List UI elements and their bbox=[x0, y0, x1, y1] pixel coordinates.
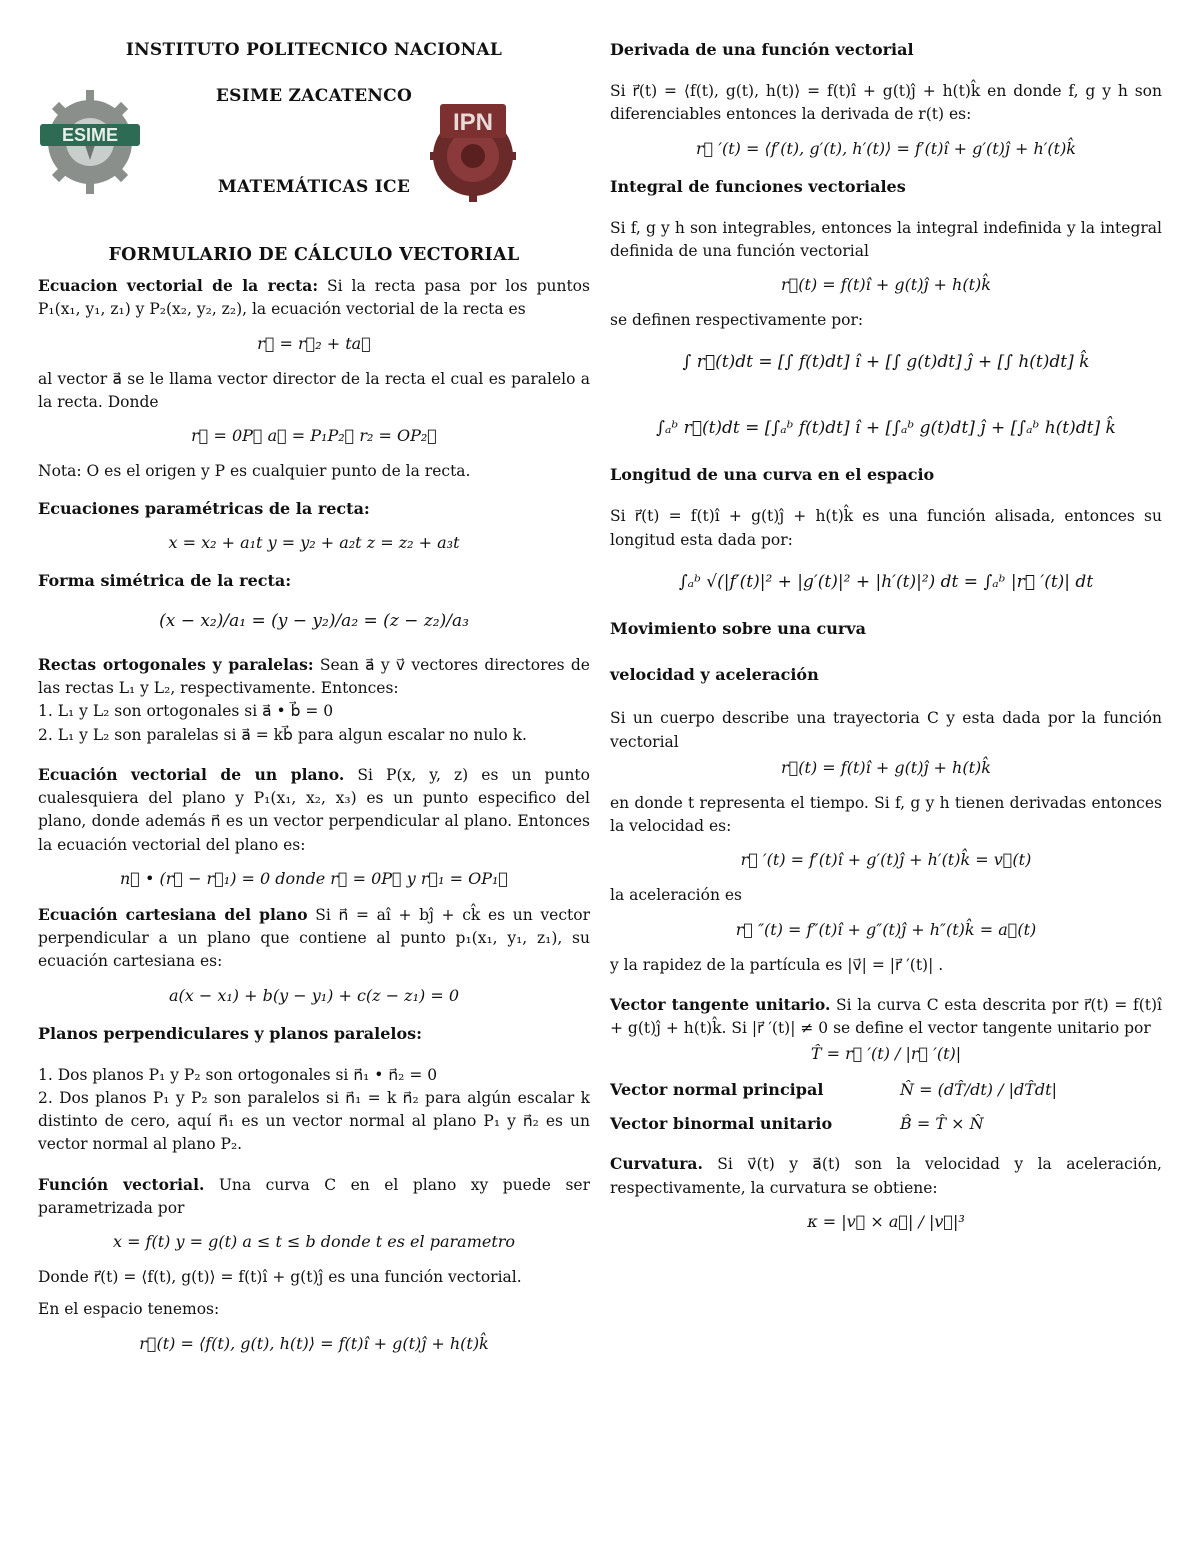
curv-paragraph bbox=[610, 1152, 1162, 1200]
rapidez-text: y la rapidez de la partícula es |v⃗| = |r⃗ ′(t)| . bbox=[610, 955, 944, 974]
planos-paragraph bbox=[38, 1064, 590, 1157]
func-equation: x = f(t) y = g(t) a ≤ t ≤ b donde t es el parametro bbox=[112, 1232, 516, 1252]
svg-text:ESIME: ESIME bbox=[61, 125, 119, 145]
sim-equation: (x − x₂)/a₁ = (y − y₂)/a₂ = (z − z₂)/a₃ bbox=[159, 611, 469, 632]
vel-text: Si un cuerpo describe una trayectoria C y esta dada por la función vectorial bbox=[610, 709, 1162, 751]
cart-text: Si n⃗ = aî + bĵ + ck̂ es un vector perpendicular a un plano que contiene al punto p₁(x₁, y₁, z₁), su ecuación cartesiana es: bbox=[38, 905, 590, 971]
cart-title: Ecuación cartesiana del plano bbox=[38, 904, 308, 924]
institute-title: INSTITUTO POLITECNICO NACIONAL bbox=[125, 40, 503, 60]
int-text: Si f, g y h son integrables, entonces la integral indefinida y la integral definida de una función vectorial bbox=[610, 218, 1162, 260]
tang-text: Si la curva C esta descrita por r⃗(t) = f(t)î + g(t)ĵ + h(t)k̂. Si |r⃗ ′(t)| ≠ 0 se define el vector tangente unitario por bbox=[610, 995, 1162, 1037]
deriv-text: Si r⃗(t) = ⟨f(t), g(t), h(t)⟩ = f(t)î + g(t)ĵ + h(t)k̂ en donde f, g y h son diferenciables entonces la derivada de r(t) es: bbox=[610, 82, 1162, 124]
binormal-label: Vector binormal unitario bbox=[610, 1114, 833, 1134]
tang-equation: T̂ = r⃗ ′(t) / |r⃗ ′(t)| bbox=[810, 1044, 962, 1064]
orto-text: Sean a⃗ y v⃗ vectores directores de las rectas L₁ y L₂, respectivamente. Entonces: bbox=[38, 655, 590, 698]
normal-equation: N̂ = (dT̂/dt) / |dT̂dt| bbox=[900, 1080, 1057, 1100]
cart-equation: a(x − x₁) + b(y − y₁) + c(z − z₁) = 0 bbox=[168, 985, 460, 1005]
tang-paragraph bbox=[610, 993, 1162, 1041]
orto-title: Rectas ortogonales y paralelas: bbox=[38, 654, 314, 674]
recta-equation: r⃗ = r⃗₂ + ta⃗ bbox=[257, 333, 371, 353]
donde-text: Donde r⃗(t) = ⟨f(t), g(t)⟩ = f(t)î + g(t)ĵ es una función vectorial. bbox=[38, 1268, 522, 1287]
int-title: Integral de funciones vectoriales bbox=[610, 176, 906, 196]
binormal-equation: B̂ = T̂ × N̂ bbox=[900, 1114, 984, 1134]
right-column bbox=[610, 36, 1162, 1246]
binormal-row bbox=[610, 1112, 1162, 1136]
curv-title: Curvatura. bbox=[610, 1154, 703, 1174]
vel-title: velocidad y aceleración bbox=[610, 665, 819, 685]
param-title: Ecuaciones paramétricas de la recta: bbox=[38, 499, 370, 519]
vel-equation-0: r⃗(t) = f(t)î + g(t)ĵ + h(t)k̂ bbox=[781, 757, 991, 777]
int-equation-2: ∫ₐᵇ r⃗(t)dt = [∫ₐᵇ f(t)dt] î + [∫ₐᵇ g(t)dt] ĵ + [∫ₐᵇ h(t)dt] k̂ bbox=[656, 417, 1116, 438]
plano-equation: n⃗ • (r⃗ − r⃗₁) = 0 donde r⃗ = 0P⃗ y r⃗₁ = OP₁⃗ bbox=[119, 868, 509, 888]
long-text: Si r⃗(t) = f(t)î + g(t)ĵ + h(t)k̂ es una función alisada, entonces su longitud esta dada por: bbox=[610, 507, 1162, 549]
int-equation-0: r⃗(t) = f(t)î + g(t)ĵ + h(t)k̂ bbox=[781, 275, 991, 294]
planos-title: Planos perpendiculares y planos paralelos: bbox=[38, 1023, 423, 1043]
document-title: FORMULARIO DE CÁLCULO VECTORIAL bbox=[108, 245, 520, 266]
school-title: ESIME ZACATENCO bbox=[215, 86, 413, 107]
espacio-equation: r⃗(t) = ⟨f(t), g(t), h(t)⟩ = f(t)î + g(t)ĵ + h(t)k̂ bbox=[139, 1333, 489, 1353]
course-title: MATEMÁTICAS ICE bbox=[217, 176, 411, 197]
func-text: Una curva C en el plano xy puede ser parametrizada por bbox=[38, 1175, 590, 1217]
tang-title: Vector tangente unitario. bbox=[610, 994, 831, 1014]
acel-equation: r⃗ ″(t) = f″(t)î + g″(t)ĵ + h″(t)k̂ = a⃗(t) bbox=[735, 919, 1037, 939]
orto-item-1: 1. L₁ y L₂ son ortogonales si a⃗ • b⃗ = 0 bbox=[38, 702, 334, 721]
int-equation-1: ∫ r⃗(t)dt = [∫ f(t)dt] î + [∫ g(t)dt] ĵ + [∫ h(t)dt] k̂ bbox=[682, 352, 1090, 373]
orto-paragraph bbox=[38, 653, 590, 747]
func-title: Función vectorial. bbox=[38, 1174, 205, 1194]
recta-title: Ecuacion vectorial de la recta: bbox=[38, 276, 319, 296]
recta-note: Nota: O es el origen y P es cualquier punto de la recta. bbox=[38, 462, 471, 481]
recta-paragraph bbox=[38, 274, 590, 322]
recta-text: Si la recta pasa por los puntos P₁(x₁, y₁, z₁) y P₂(x₂, y₂, z₂), la ecuación vectorial de la recta es bbox=[38, 277, 590, 319]
vel-equation: r⃗ ′(t) = f′(t)î + g′(t)ĵ + h′(t)k̂ = v⃗(t) bbox=[740, 850, 1032, 870]
cart-paragraph bbox=[38, 903, 590, 974]
deriv-title: Derivada de una función vectorial bbox=[610, 40, 914, 59]
curv-text: Si v⃗(t) y a⃗(t) son la velocidad y la aceleración, respectivamente, la curvatura se obtiene: bbox=[610, 1155, 1162, 1197]
int-text2: se definen respectivamente por: bbox=[610, 311, 864, 329]
curv-equation: κ = |v⃗ × a⃗| / |v⃗|³ bbox=[807, 1211, 965, 1231]
recta-text2: al vector a⃗ se le llama vector director de la recta el cual es paralelo a la recta. Donde bbox=[38, 369, 590, 411]
planos-item-2: 2. Dos planos P₁ y P₂ son paralelos si n⃗₁ = k n⃗₂ para algún escalar k distinto de cero, aquí n⃗₁ es un vector normal al plano P₁ y n⃗₂ es un vector normal al plano P₂. bbox=[38, 1088, 590, 1154]
mov-title: Movimiento sobre una curva bbox=[610, 619, 866, 639]
orto-item-2: 2. L₁ y L₂ son paralelas si a⃗ = kb⃗ para algun escalar no nulo k. bbox=[38, 725, 527, 744]
long-title: Longitud de una curva en el espacio bbox=[610, 465, 935, 485]
deriv-equation: r⃗ ′(t) = ⟨f′(t), g′(t), h′(t)⟩ = f′(t)î + g′(t)ĵ + h′(t)k̂ bbox=[695, 138, 1076, 158]
normal-label: Vector normal principal bbox=[610, 1080, 824, 1100]
plano-title: Ecuación vectorial de un plano. bbox=[38, 764, 345, 784]
planos-item-1: 1. Dos planos P₁ y P₂ son ortogonales si n⃗₁ • n⃗₂ = 0 bbox=[38, 1065, 438, 1084]
vel-text2: en donde t representa el tiempo. Si f, g y h tienen derivadas entonces la velocidad es: bbox=[610, 793, 1162, 835]
sim-title: Forma simétrica de la recta: bbox=[38, 571, 292, 591]
svg-text:IPN: IPN bbox=[452, 109, 494, 136]
left-column bbox=[38, 36, 590, 1368]
param-equation: x = x₂ + a₁t y = y₂ + a₂t z = z₂ + a₃t bbox=[168, 533, 460, 553]
plano-paragraph bbox=[38, 763, 590, 857]
acel-text: la aceleración es bbox=[610, 886, 743, 905]
espacio-text: En el espacio tenemos: bbox=[38, 1300, 220, 1319]
plano-text: Si P(x, y, z) es un punto cualesquiera del plano y P₁(x₁, x₂, x₃) es un punto especifico del plano, donde además n⃗ es un vector perpendicular al plano. Entonces la ecuación vectorial del plano es: bbox=[38, 765, 590, 854]
long-equation: ∫ₐᵇ √(|f′(t)|² + |g′(t)|² + |h′(t)|²) dt = ∫ₐᵇ |r⃗ ′(t)| dt bbox=[678, 571, 1094, 592]
func-paragraph bbox=[38, 1173, 590, 1221]
normal-row bbox=[610, 1078, 1162, 1102]
recta-definitions: r⃗ = 0P⃗ a⃗ = P₁P₂⃗ r₂ = OP₂⃗ bbox=[191, 426, 437, 446]
